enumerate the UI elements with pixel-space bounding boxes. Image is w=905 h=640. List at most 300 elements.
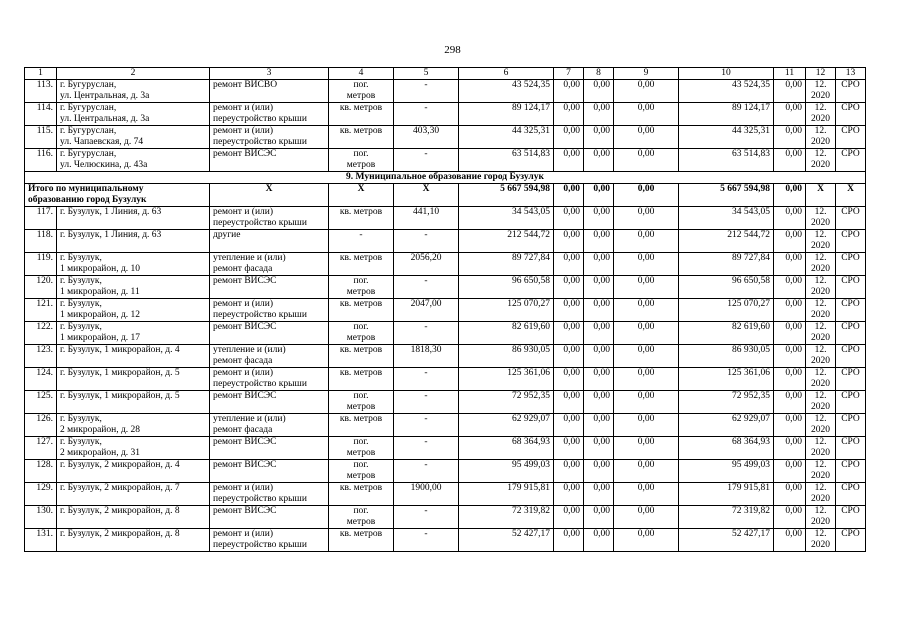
address-cell-text: г. Бузулук, 1 Линия, д. 63 xyxy=(60,230,162,240)
row-number-cell-text: 128. xyxy=(36,460,53,470)
row-number-cell xyxy=(25,506,57,529)
work-type-cell xyxy=(210,299,329,322)
fund-9-cell-text: 0,00 xyxy=(637,414,655,424)
total-c6-cell xyxy=(459,184,554,207)
volume-cell xyxy=(394,483,459,506)
fund-8-cell-text: 0,00 xyxy=(593,460,610,470)
deadline-cell-text: 12. xyxy=(814,230,827,240)
unit-cell-text: кв. метров xyxy=(339,368,383,378)
total-cost-cell xyxy=(459,126,554,149)
table-row xyxy=(25,391,866,414)
method-cell-text: СРО xyxy=(841,276,860,286)
table-row xyxy=(25,414,866,437)
fund-7-cell xyxy=(554,506,584,529)
total-c12-cell-text: X xyxy=(817,184,824,194)
fund-11-cell xyxy=(774,368,806,391)
address-cell xyxy=(57,391,210,414)
volume-cell-text: 441,10 xyxy=(412,207,440,217)
method-cell-text: СРО xyxy=(841,103,860,113)
table-row xyxy=(25,506,866,529)
work-type-cell-text: переустройство крыши xyxy=(213,494,307,504)
row-number-cell xyxy=(25,322,57,345)
address-cell-text: 1 микрорайон, д. 12 xyxy=(60,310,141,320)
deadline-cell xyxy=(806,322,836,345)
fund-9-cell xyxy=(614,437,679,460)
work-type-cell-text: утепление и (или) xyxy=(213,253,286,263)
unit-cell xyxy=(329,276,394,299)
deadline-cell xyxy=(806,126,836,149)
work-type-cell xyxy=(210,322,329,345)
address-cell xyxy=(57,460,210,483)
unit-cell-text: метров xyxy=(346,91,376,101)
column-number-cell xyxy=(210,68,329,80)
work-type-cell-text: ремонт ВИСЭС xyxy=(213,322,277,332)
column-number-cell-text: 4 xyxy=(358,68,364,78)
method-cell-text: СРО xyxy=(841,437,860,447)
deadline-cell-text: 2020 xyxy=(811,448,830,458)
total-c13-cell-text: X xyxy=(847,184,854,194)
fund-10-cell xyxy=(679,80,774,103)
method-cell xyxy=(836,345,866,368)
fund-8-cell xyxy=(584,207,614,230)
unit-cell-text: пог. xyxy=(353,506,369,516)
fund-7-cell-text: 0,00 xyxy=(563,126,580,136)
deadline-cell-text: 12. xyxy=(814,483,827,493)
fund-10-cell xyxy=(679,299,774,322)
method-cell-text: СРО xyxy=(841,230,860,240)
fund-7-cell-text: 0,00 xyxy=(563,483,580,493)
method-cell-text: СРО xyxy=(841,207,860,217)
fund-10-cell xyxy=(679,414,774,437)
fund-11-cell-text: 0,00 xyxy=(785,437,802,447)
column-number-cell xyxy=(459,68,554,80)
fund-10-cell-text: 125 070,27 xyxy=(727,299,770,309)
address-cell-text: 1 микрорайон, д. 10 xyxy=(60,264,141,274)
row-number-cell xyxy=(25,103,57,126)
volume-cell-text: 2047,00 xyxy=(410,299,442,309)
fund-9-cell xyxy=(614,414,679,437)
deadline-cell xyxy=(806,529,836,552)
deadline-cell-text: 12. xyxy=(814,368,827,378)
fund-10-cell-text: 125 361,06 xyxy=(727,368,770,378)
fund-8-cell xyxy=(584,506,614,529)
unit-cell xyxy=(329,506,394,529)
table-row xyxy=(25,460,866,483)
fund-10-cell xyxy=(679,103,774,126)
fund-9-cell xyxy=(614,322,679,345)
column-number-cell xyxy=(584,68,614,80)
fund-7-cell-text: 0,00 xyxy=(563,529,580,539)
row-number-cell-text: 120. xyxy=(36,276,53,286)
work-type-cell xyxy=(210,126,329,149)
method-cell-text: СРО xyxy=(841,483,860,493)
deadline-cell xyxy=(806,437,836,460)
address-cell xyxy=(57,149,210,172)
deadline-cell xyxy=(806,483,836,506)
fund-7-cell xyxy=(554,322,584,345)
total-label-cell-text: Итого по муниципальному xyxy=(28,184,144,194)
method-cell xyxy=(836,276,866,299)
unit-cell-text: кв. метров xyxy=(339,299,383,309)
fund-10-cell xyxy=(679,276,774,299)
fund-10-cell-text: 43 524,35 xyxy=(732,80,770,90)
fund-10-cell xyxy=(679,391,774,414)
total-cost-cell-text: 95 499,03 xyxy=(512,460,550,470)
deadline-cell xyxy=(806,391,836,414)
work-type-cell xyxy=(210,460,329,483)
fund-10-cell xyxy=(679,368,774,391)
total-c11-cell xyxy=(774,184,806,207)
deadline-cell-text: 2020 xyxy=(811,425,830,435)
row-number-cell-text: 121. xyxy=(36,299,53,309)
fund-11-cell-text: 0,00 xyxy=(785,414,802,424)
fund-7-cell xyxy=(554,345,584,368)
volume-cell xyxy=(394,460,459,483)
row-number-cell-text: 130. xyxy=(36,506,53,516)
total-c5-cell xyxy=(394,184,459,207)
fund-7-cell-text: 0,00 xyxy=(563,345,580,355)
fund-10-cell xyxy=(679,230,774,253)
work-type-cell-text: другие xyxy=(213,230,241,240)
volume-cell-text: - xyxy=(424,391,428,401)
volume-cell-text: 1818,30 xyxy=(410,345,442,355)
fund-7-cell-text: 0,00 xyxy=(563,207,580,217)
volume-cell xyxy=(394,103,459,126)
address-cell xyxy=(57,103,210,126)
unit-cell-text: пог. xyxy=(353,149,369,159)
table-row xyxy=(25,126,866,149)
repair-program-table xyxy=(24,67,866,552)
address-cell-text: г. Бузулук, 2 микрорайон, д. 8 xyxy=(60,506,180,516)
column-number-cell-text: 6 xyxy=(503,68,509,78)
volume-cell-text: - xyxy=(424,506,428,516)
deadline-cell-text: 2020 xyxy=(811,471,830,481)
unit-cell xyxy=(329,345,394,368)
fund-11-cell xyxy=(774,103,806,126)
method-cell xyxy=(836,253,866,276)
row-number-cell xyxy=(25,483,57,506)
work-type-cell-text: ремонт и (или) xyxy=(213,103,274,113)
column-number-cell-text: 12 xyxy=(815,68,826,78)
address-cell xyxy=(57,506,210,529)
unit-cell xyxy=(329,149,394,172)
fund-9-cell-text: 0,00 xyxy=(637,368,655,378)
fund-11-cell-text: 0,00 xyxy=(785,391,802,401)
total-cost-cell-text: 89 124,17 xyxy=(512,103,550,113)
fund-7-cell xyxy=(554,80,584,103)
fund-10-cell-text: 179 915,81 xyxy=(727,483,770,493)
fund-9-cell xyxy=(614,103,679,126)
deadline-cell-text: 12. xyxy=(814,322,827,332)
fund-8-cell-text: 0,00 xyxy=(593,230,610,240)
fund-10-cell xyxy=(679,149,774,172)
work-type-cell-text: ремонт и (или) xyxy=(213,529,274,539)
row-number-cell-text: 115. xyxy=(36,126,53,136)
column-number-row xyxy=(25,68,866,80)
fund-7-cell-text: 0,00 xyxy=(563,460,580,470)
fund-9-cell-text: 0,00 xyxy=(637,103,655,113)
deadline-cell-text: 2020 xyxy=(811,91,830,101)
fund-11-cell-text: 0,00 xyxy=(785,529,802,539)
table-row xyxy=(25,207,866,230)
fund-8-cell-text: 0,00 xyxy=(593,276,610,286)
table-row xyxy=(25,299,866,322)
unit-cell-text: кв. метров xyxy=(339,207,383,217)
address-cell xyxy=(57,345,210,368)
work-type-cell xyxy=(210,230,329,253)
total-c7-cell-text: 0,00 xyxy=(563,184,580,194)
work-type-cell-text: ремонт и (или) xyxy=(213,207,274,217)
volume-cell-text: - xyxy=(424,103,428,113)
fund-9-cell-text: 0,00 xyxy=(637,126,655,136)
column-number-cell xyxy=(394,68,459,80)
deadline-cell-text: 2020 xyxy=(811,402,830,412)
fund-7-cell-text: 0,00 xyxy=(563,506,580,516)
method-cell xyxy=(836,529,866,552)
row-number-cell xyxy=(25,345,57,368)
column-number-cell xyxy=(614,68,679,80)
work-type-cell-text: переустройство крыши xyxy=(213,540,307,550)
fund-10-cell-text: 44 325,31 xyxy=(732,126,770,136)
work-type-cell-text: ремонт ВИСЭС xyxy=(213,506,277,516)
total-c4-cell xyxy=(329,184,394,207)
deadline-cell-text: 12. xyxy=(814,149,827,159)
work-type-cell xyxy=(210,506,329,529)
volume-cell-text: - xyxy=(424,276,428,286)
unit-cell-text: метров xyxy=(346,517,376,527)
row-number-cell-text: 114. xyxy=(36,103,53,113)
column-number-cell xyxy=(329,68,394,80)
method-cell xyxy=(836,483,866,506)
fund-11-cell-text: 0,00 xyxy=(785,299,802,309)
fund-7-cell-text: 0,00 xyxy=(563,437,580,447)
work-type-cell-text: переустройство крыши xyxy=(213,137,307,147)
row-number-cell xyxy=(25,80,57,103)
fund-10-cell-text: 89 124,17 xyxy=(732,103,770,113)
deadline-cell-text: 12. xyxy=(814,80,827,90)
volume-cell xyxy=(394,80,459,103)
volume-cell xyxy=(394,149,459,172)
fund-8-cell-text: 0,00 xyxy=(593,126,610,136)
address-cell xyxy=(57,322,210,345)
unit-cell xyxy=(329,460,394,483)
fund-9-cell xyxy=(614,230,679,253)
fund-10-cell-text: 62 929,07 xyxy=(732,414,770,424)
fund-9-cell xyxy=(614,345,679,368)
unit-cell-text: пог. xyxy=(353,437,369,447)
fund-7-cell-text: 0,00 xyxy=(563,253,580,263)
total-cost-cell xyxy=(459,207,554,230)
row-number-cell-text: 122. xyxy=(36,322,53,332)
fund-11-cell-text: 0,00 xyxy=(785,345,802,355)
unit-cell-text: пог. xyxy=(353,460,369,470)
total-cost-cell-text: 179 915,81 xyxy=(507,483,550,493)
column-number-cell xyxy=(25,68,57,80)
fund-8-cell xyxy=(584,149,614,172)
unit-cell-text: метров xyxy=(346,402,376,412)
fund-9-cell xyxy=(614,126,679,149)
total-cost-cell xyxy=(459,322,554,345)
work-type-cell-text: ремонт фасада xyxy=(213,425,273,435)
address-cell-text: г. Бузулук, xyxy=(60,253,102,263)
fund-11-cell-text: 0,00 xyxy=(785,80,802,90)
address-cell-text: г. Бугуруслан, xyxy=(60,80,117,90)
total-cost-cell-text: 52 427,17 xyxy=(512,529,550,539)
unit-cell-text: метров xyxy=(346,448,376,458)
address-cell xyxy=(57,80,210,103)
method-cell-text: СРО xyxy=(841,299,860,309)
method-cell xyxy=(836,299,866,322)
volume-cell-text: 2056,20 xyxy=(410,253,442,263)
fund-10-cell xyxy=(679,506,774,529)
fund-10-cell xyxy=(679,253,774,276)
fund-7-cell xyxy=(554,276,584,299)
fund-7-cell xyxy=(554,460,584,483)
method-cell xyxy=(836,437,866,460)
address-cell-text: г. Бузулук, xyxy=(60,276,102,286)
fund-8-cell xyxy=(584,253,614,276)
deadline-cell-text: 2020 xyxy=(811,494,830,504)
address-cell-text: г. Бузулук, 1 Линия, д. 63 xyxy=(60,207,162,217)
table-row xyxy=(25,437,866,460)
row-number-cell-text: 129. xyxy=(36,483,53,493)
unit-cell xyxy=(329,414,394,437)
fund-7-cell xyxy=(554,414,584,437)
total-cost-cell xyxy=(459,276,554,299)
fund-11-cell xyxy=(774,483,806,506)
volume-cell xyxy=(394,230,459,253)
total-cost-cell xyxy=(459,253,554,276)
fund-8-cell xyxy=(584,103,614,126)
work-type-cell-text: ремонт ВИСВО xyxy=(213,80,278,90)
work-type-cell xyxy=(210,483,329,506)
fund-8-cell-text: 0,00 xyxy=(593,80,610,90)
column-number-cell-text: 10 xyxy=(721,68,731,78)
fund-10-cell xyxy=(679,322,774,345)
unit-cell-text: кв. метров xyxy=(339,103,383,113)
fund-7-cell xyxy=(554,103,584,126)
fund-8-cell xyxy=(584,299,614,322)
deadline-cell-text: 2020 xyxy=(811,356,830,366)
address-cell-text: г. Бузулук, 2 микрорайон, д. 4 xyxy=(60,460,180,470)
unit-cell-text: кв. метров xyxy=(339,529,383,539)
fund-9-cell xyxy=(614,80,679,103)
address-cell xyxy=(57,529,210,552)
column-number-cell xyxy=(57,68,210,80)
deadline-cell xyxy=(806,299,836,322)
fund-7-cell-text: 0,00 xyxy=(563,276,580,286)
fund-8-cell xyxy=(584,391,614,414)
address-cell xyxy=(57,414,210,437)
fund-8-cell xyxy=(584,230,614,253)
method-cell xyxy=(836,230,866,253)
deadline-cell-text: 2020 xyxy=(811,241,830,251)
fund-10-cell-text: 68 364,93 xyxy=(732,437,770,447)
total-cost-cell-text: 72 952,35 xyxy=(512,391,550,401)
fund-9-cell-text: 0,00 xyxy=(637,345,655,355)
total-c12-cell xyxy=(806,184,836,207)
fund-8-cell xyxy=(584,414,614,437)
method-cell-text: СРО xyxy=(841,345,860,355)
volume-cell-text: 1900,00 xyxy=(410,483,442,493)
deadline-cell-text: 12. xyxy=(814,345,827,355)
work-type-cell-text: ремонт и (или) xyxy=(213,368,274,378)
fund-8-cell-text: 0,00 xyxy=(593,368,610,378)
work-type-cell-text: переустройство крыши xyxy=(213,379,307,389)
fund-9-cell xyxy=(614,253,679,276)
total-label-cell-text: образованию город Бузулук xyxy=(28,195,147,205)
fund-9-cell xyxy=(614,368,679,391)
column-number-cell-text: 11 xyxy=(784,68,795,78)
work-type-cell xyxy=(210,345,329,368)
total-cost-cell xyxy=(459,414,554,437)
address-cell-text: г. Бузулук, xyxy=(60,437,102,447)
volume-cell xyxy=(394,253,459,276)
work-type-cell xyxy=(210,253,329,276)
total-cost-cell xyxy=(459,529,554,552)
fund-11-cell xyxy=(774,253,806,276)
unit-cell xyxy=(329,483,394,506)
total-cost-cell-text: 82 619,60 xyxy=(512,322,550,332)
table-row xyxy=(25,529,866,552)
unit-cell xyxy=(329,230,394,253)
fund-9-cell-text: 0,00 xyxy=(637,80,655,90)
fund-11-cell xyxy=(774,299,806,322)
fund-10-cell-text: 212 544,72 xyxy=(727,230,770,240)
address-cell-text: 1 микрорайон, д. 11 xyxy=(60,287,140,297)
fund-10-cell-text: 72 319,82 xyxy=(732,506,770,516)
fund-9-cell-text: 0,00 xyxy=(637,437,655,447)
deadline-cell-text: 2020 xyxy=(811,517,830,527)
fund-8-cell xyxy=(584,126,614,149)
fund-8-cell-text: 0,00 xyxy=(593,414,610,424)
row-number-cell-text: 119. xyxy=(36,253,53,263)
volume-cell-text: - xyxy=(424,414,428,424)
total-cost-cell xyxy=(459,299,554,322)
total-c3-cell xyxy=(210,184,329,207)
address-cell xyxy=(57,253,210,276)
address-cell-text: ул. Центральная, д. 3а xyxy=(60,114,150,124)
fund-7-cell-text: 0,00 xyxy=(563,414,580,424)
work-type-cell xyxy=(210,80,329,103)
fund-11-cell xyxy=(774,230,806,253)
row-number-cell-text: 118. xyxy=(36,230,53,240)
deadline-cell-text: 2020 xyxy=(811,540,830,550)
fund-11-cell-text: 0,00 xyxy=(785,126,802,136)
fund-7-cell xyxy=(554,529,584,552)
table-row xyxy=(25,253,866,276)
deadline-cell xyxy=(806,80,836,103)
row-number-cell-text: 131. xyxy=(36,529,53,539)
fund-9-cell-text: 0,00 xyxy=(637,230,655,240)
total-c13-cell xyxy=(836,184,866,207)
work-type-cell xyxy=(210,149,329,172)
fund-8-cell xyxy=(584,529,614,552)
address-cell xyxy=(57,126,210,149)
fund-10-cell-text: 89 727,84 xyxy=(732,253,770,263)
row-number-cell-text: 127. xyxy=(36,437,53,447)
fund-9-cell-text: 0,00 xyxy=(637,207,655,217)
fund-9-cell xyxy=(614,483,679,506)
deadline-cell-text: 12. xyxy=(814,103,827,113)
table-row xyxy=(25,322,866,345)
deadline-cell-text: 12. xyxy=(814,126,827,136)
deadline-cell-text: 2020 xyxy=(811,287,830,297)
total-cost-cell-text: 89 727,84 xyxy=(512,253,550,263)
address-cell-text: г. Бузулук, 2 микрорайон, д. 7 xyxy=(60,483,180,493)
total-cost-cell-text: 212 544,72 xyxy=(507,230,550,240)
address-cell-text: г. Бугуруслан, xyxy=(60,126,117,136)
